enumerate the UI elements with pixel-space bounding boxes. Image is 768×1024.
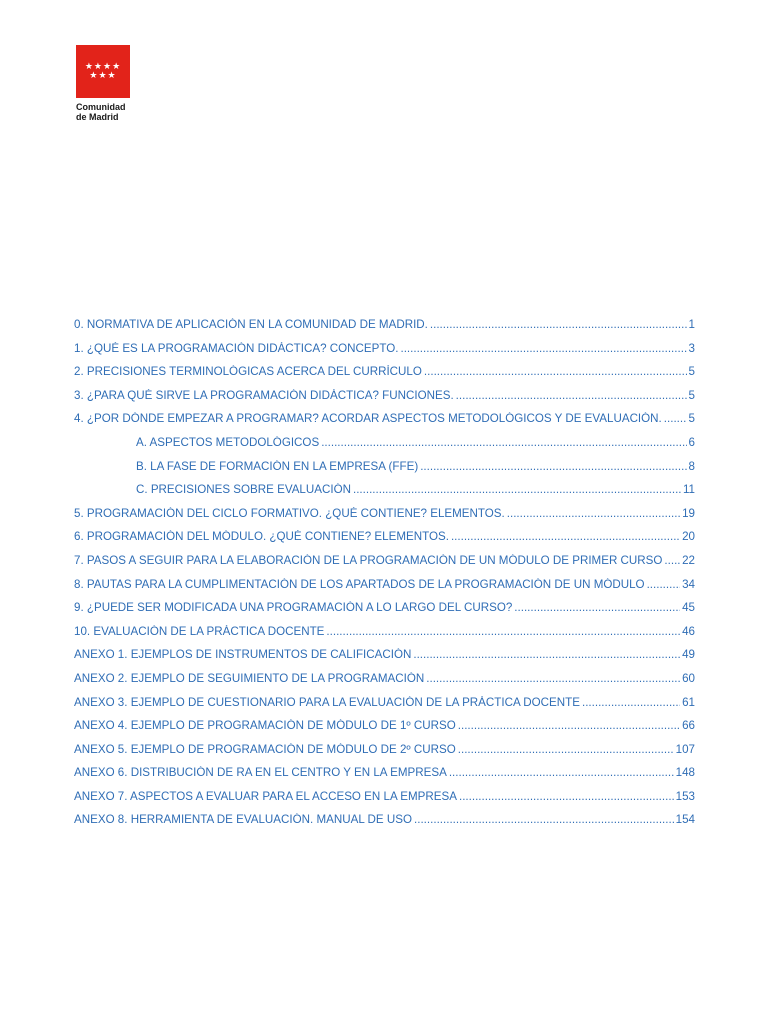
- toc-leader-dots: [413, 648, 680, 661]
- logo-line-2: de Madrid: [76, 112, 119, 122]
- toc-entry-page-number[interactable]: 5: [688, 388, 695, 402]
- toc-entry[interactable]: [74, 389, 695, 413]
- toc-entry-title[interactable]: A. ASPECTOS METODOLÓGICOS: [136, 435, 320, 449]
- toc-entry-page-number[interactable]: 5: [688, 365, 695, 379]
- toc-entry[interactable]: [74, 318, 695, 342]
- toc-leader-dots: [507, 507, 680, 520]
- toc-leader-dots: [424, 365, 687, 378]
- toc-entry[interactable]: [74, 460, 695, 484]
- logo-wordmark: [76, 102, 132, 122]
- toc-entry-page-number[interactable]: 148: [675, 766, 695, 780]
- toc-entry[interactable]: [74, 365, 695, 389]
- toc-leader-dots: [420, 460, 686, 473]
- toc-entry-page-number[interactable]: 61: [682, 695, 695, 709]
- toc-entry[interactable]: [74, 578, 695, 602]
- toc-entry[interactable]: [74, 696, 695, 720]
- toc-leader-dots: [458, 719, 680, 732]
- toc-entry-title[interactable]: ANEXO 2. EJEMPLO DE SEGUIMIENTO DE LA PROGRAMACIÓN: [74, 671, 425, 685]
- toc-entry-page-number[interactable]: 5: [688, 412, 695, 426]
- toc-entry-page-number[interactable]: 1: [688, 318, 695, 331]
- toc-entry-page-number[interactable]: 46: [682, 624, 695, 638]
- toc-entry[interactable]: [74, 719, 695, 743]
- toc-leader-dots: [514, 601, 680, 614]
- toc-entry-page-number[interactable]: 66: [682, 719, 695, 733]
- toc-entry-page-number[interactable]: 153: [675, 789, 695, 803]
- toc-entry-title[interactable]: ANEXO 3. EJEMPLO DE CUESTIONARIO PARA LA EVALUACIÓN DE LA PRÁCTICA DOCENTE: [74, 695, 580, 709]
- toc-entry-title[interactable]: 5. PROGRAMACIÓN DEL CICLO FORMATIVO. ¿QUÉ CONTIENE? ELEMENTOS.: [74, 506, 505, 520]
- toc-entry-title[interactable]: ANEXO 1. EJEMPLOS DE INSTRUMENTOS DE CALIFICACIÓN: [74, 648, 412, 662]
- toc-entry-title[interactable]: B. LA FASE DE FORMACIÓN EN LA EMPRESA (FFE): [136, 459, 419, 473]
- toc-entry[interactable]: [74, 412, 695, 436]
- toc-entry-title[interactable]: ANEXO 5. EJEMPLO DE PROGRAMACIÓN DE MÓDULO DE 2º CURSO: [74, 742, 456, 756]
- toc-entry[interactable]: [74, 766, 695, 790]
- toc-entry-title[interactable]: 9. ¿PUEDE SER MODIFICADA UNA PROGRAMACIÓN A LO LARGO DEL CURSO?: [74, 601, 513, 615]
- toc-entry-title[interactable]: 3. ¿PARA QUÉ SIRVE LA PROGRAMACIÓN DIDÁCTICA? FUNCIONES.: [74, 388, 454, 402]
- toc-entry[interactable]: [74, 554, 695, 578]
- toc-entry-page-number[interactable]: 6: [688, 435, 695, 449]
- toc-leader-dots: [582, 696, 680, 709]
- toc-leader-dots: [326, 625, 680, 638]
- toc-entry-title[interactable]: C. PRECISIONES SOBRE EVALUACIÓN: [136, 483, 351, 497]
- toc-entry-title[interactable]: 6. PROGRAMACIÓN DEL MÓDULO. ¿QUÉ CONTIENE? ELEMENTOS.: [74, 530, 449, 544]
- toc-leader-dots: [456, 389, 687, 402]
- toc-leader-dots: [449, 766, 674, 779]
- toc-leader-dots: [459, 790, 674, 803]
- toc-leader-dots: [321, 436, 686, 449]
- toc-entry-page-number[interactable]: 19: [682, 506, 695, 520]
- logo-stars-bottom: ★★★: [89, 71, 117, 81]
- toc-leader-dots: [647, 578, 681, 591]
- toc-entry[interactable]: [74, 601, 695, 625]
- toc-entry[interactable]: [74, 507, 695, 531]
- toc-entry-page-number[interactable]: 8: [688, 459, 695, 473]
- toc-entry-page-number[interactable]: 107: [675, 742, 695, 756]
- toc-entry-title[interactable]: ANEXO 7. ASPECTOS A EVALUAR PARA EL ACCESO EN LA EMPRESA: [74, 789, 457, 803]
- toc-leader-dots: [664, 554, 680, 567]
- logo-line-1: Comunidad: [76, 102, 126, 112]
- toc-entry-page-number[interactable]: 154: [675, 813, 695, 827]
- toc-entry[interactable]: [74, 672, 695, 696]
- toc-leader-dots: [458, 743, 674, 756]
- toc-entry-page-number[interactable]: 22: [682, 553, 695, 567]
- toc-entry-page-number[interactable]: 11: [682, 483, 695, 497]
- toc-entry[interactable]: [74, 342, 695, 366]
- toc-leader-dots: [400, 342, 686, 355]
- logo-flag: [76, 45, 130, 98]
- toc-entry-title[interactable]: 7. PASOS A SEGUIR PARA LA ELABORACIÓN DE LA PROGRAMACIÓN DE UN MÓDULO DE PRIMER CURSO: [74, 553, 663, 567]
- toc-entry-page-number[interactable]: 3: [688, 341, 695, 355]
- toc-entry-page-number[interactable]: 60: [682, 671, 695, 685]
- toc-entry-title[interactable]: 2. PRECISIONES TERMINOLÓGICAS ACERCA DEL CURRÍCULO: [74, 365, 422, 379]
- table-of-contents: [74, 318, 695, 837]
- toc-entry-page-number[interactable]: 49: [682, 648, 695, 662]
- toc-entry[interactable]: [74, 625, 695, 649]
- toc-entry-title[interactable]: ANEXO 6. DISTRIBUCIÓN DE RA EN EL CENTRO Y EN LA EMPRESA: [74, 766, 447, 780]
- toc-entry-page-number[interactable]: 20: [682, 530, 695, 544]
- toc-entry-title[interactable]: 4. ¿POR DÓNDE EMPEZAR A PROGRAMAR? ACORDAR ASPECTOS METODOLÓGICOS Y DE EVALUACIÓN.: [74, 412, 662, 426]
- toc-entry-page-number[interactable]: 45: [682, 601, 695, 615]
- toc-entry[interactable]: [74, 436, 695, 460]
- toc-entry-title[interactable]: ANEXO 8. HERRAMIENTA DE EVALUACIÓN. MANUAL DE USO: [74, 813, 413, 827]
- toc-entry-title[interactable]: 10. EVALUACIÓN DE LA PRÁCTICA DOCENTE: [74, 624, 325, 638]
- toc-entry[interactable]: [74, 648, 695, 672]
- toc-leader-dots: [664, 412, 687, 425]
- toc-entry-title[interactable]: 0. NORMATIVA DE APLICACIÓN EN LA COMUNIDAD DE MADRID.: [74, 318, 428, 331]
- toc-entry-title[interactable]: 1. ¿QUÉ ES LA PROGRAMACIÓN DIDÁCTICA? CONCEPTO.: [74, 341, 399, 355]
- toc-entry-title[interactable]: ANEXO 4. EJEMPLO DE PROGRAMACIÓN DE MÓDULO DE 1º CURSO: [74, 719, 456, 733]
- toc-entry-page-number[interactable]: 34: [682, 577, 695, 591]
- toc-entry-title[interactable]: 8. PAUTAS PARA LA CUMPLIMENTACIÓN DE LOS APARTADOS DE LA PROGRAMACIÓN DE UN MÓDULO: [74, 577, 645, 591]
- comunidad-de-madrid-logo: [76, 45, 132, 122]
- toc-leader-dots: [426, 672, 680, 685]
- toc-entry[interactable]: [74, 790, 695, 814]
- logo-stars-top: ★★★★: [84, 62, 122, 72]
- toc-leader-dots: [430, 318, 687, 331]
- toc-entry[interactable]: [74, 813, 695, 837]
- toc-leader-dots: [353, 483, 681, 496]
- toc-entry[interactable]: [74, 530, 695, 554]
- toc-leader-dots: [414, 813, 674, 826]
- toc-entry[interactable]: [74, 743, 695, 767]
- toc-leader-dots: [451, 530, 680, 543]
- toc-entry[interactable]: [74, 483, 695, 507]
